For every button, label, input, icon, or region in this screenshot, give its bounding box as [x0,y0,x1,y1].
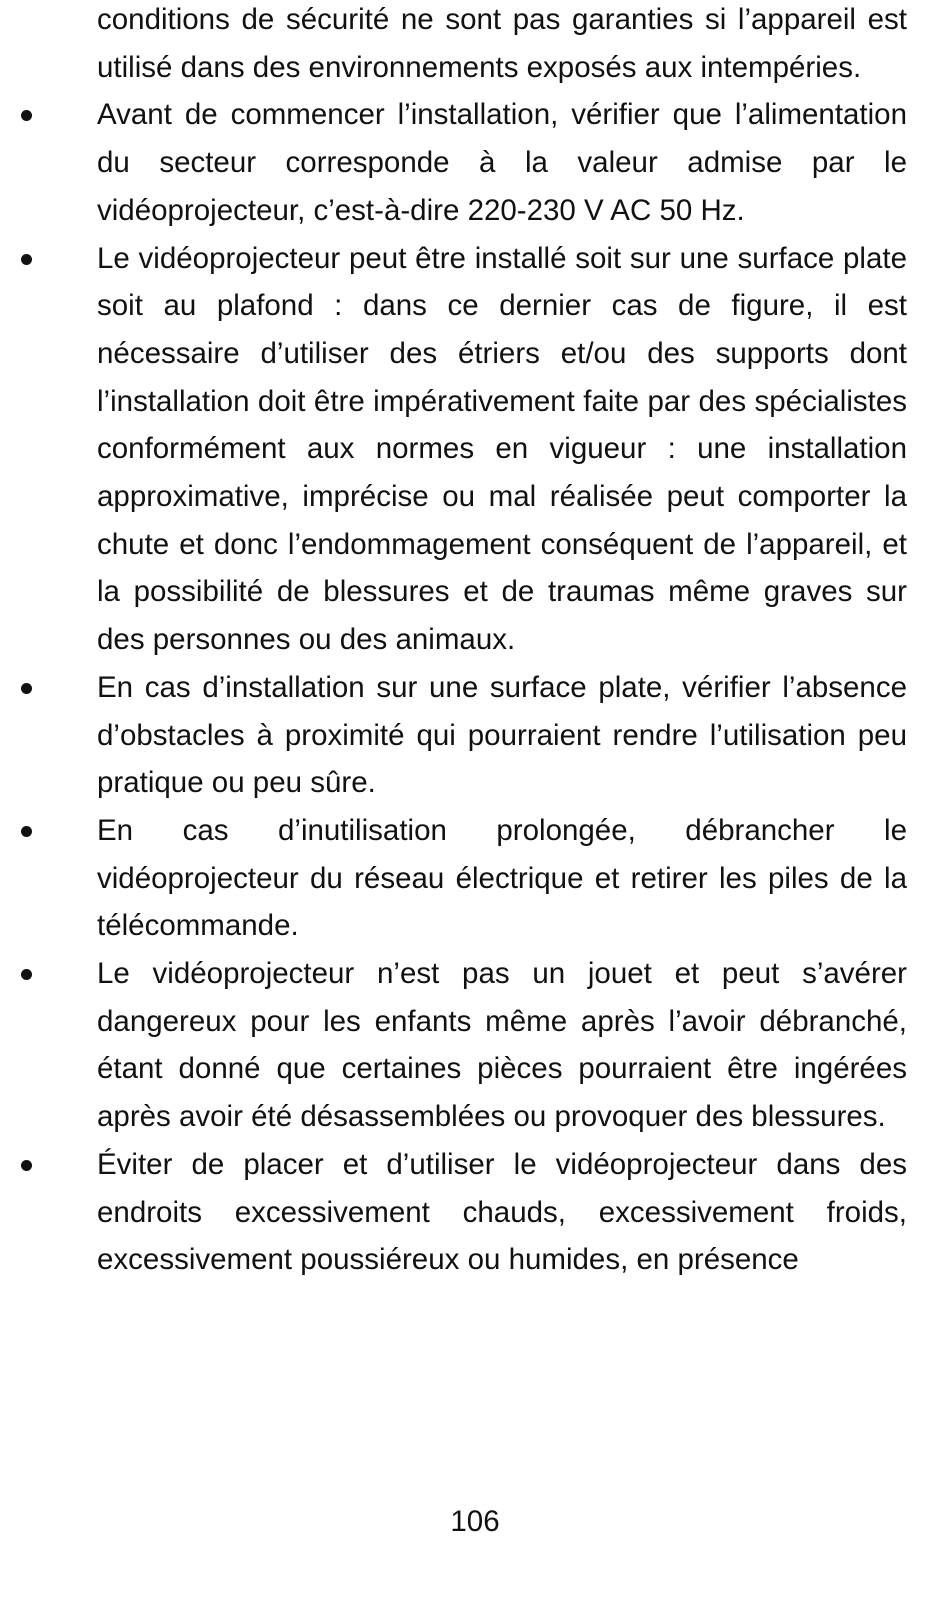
list-item-text: Le vidéoprojecteur n’est pas un jouet et peut s’avérer dangereux pour les enfants même après l’avoir débranché, étant donné que certaines pièces pourraient être ingérées après avoir été désassemblées ou provoquer des blessures. [97,957,907,1134]
page-number: 106 [450,1505,500,1538]
list-item [97,91,907,234]
list-item [97,807,907,950]
list-item-text: Avant de commencer l’installation, vérifier que l’alimentation du secteur corresponde à la valeur admise par le vidéoprojecteur, c’est-à-dire 220-230 V AC 50 Hz. [97,98,907,227]
bullet-icon [21,826,32,837]
intro-paragraph: conditions de sécurité ne sont pas garanties si l’appareil est utilisé dans des environnements exposés aux intempéries. [97,3,907,84]
list-item-text: En cas d’inutilisation prolongée, débrancher le vidéoprojecteur du réseau électrique et retirer les piles de la télécommande. [97,813,907,943]
bullet-icon [21,110,32,121]
list-item [97,235,907,664]
list-item [97,664,907,807]
list-item-text: En cas d’installation sur une surface plate, vérifier l’absence d’obstacles à proximité qui pourraient rendre l’utilisation peu pratique ou peu sûre. [97,670,907,800]
list-item [97,1141,907,1284]
list-item-text: Le vidéoprojecteur peut être installé soit sur une surface plate soit au plafond : dans ce dernier cas de figure, il est nécessaire d’utiliser des étriers et/ou des supports dont l’installation doit être impérativement faite par des spécialistes conformément aux normes en vigueur : une installation approximative, imprécise ou mal réalisée peut comporter la chute et donc l’endommagement conséquent de l’appareil, et la possibilité de blessures et de traumas même graves sur des personnes ou des animaux. [97,241,907,657]
list-item [97,950,907,1141]
safety-bullet-list [97,91,907,1284]
bullet-icon [21,683,32,694]
page-content [97,0,907,1284]
bullet-icon [21,969,32,980]
bullet-icon [21,1160,32,1171]
list-item-text: Éviter de placer et d’utiliser le vidéoprojecteur dans des endroits excessivement chauds, excessivement froids, excessivement poussiéreux ou humides, en présence [97,1147,907,1277]
bullet-icon [21,254,32,265]
